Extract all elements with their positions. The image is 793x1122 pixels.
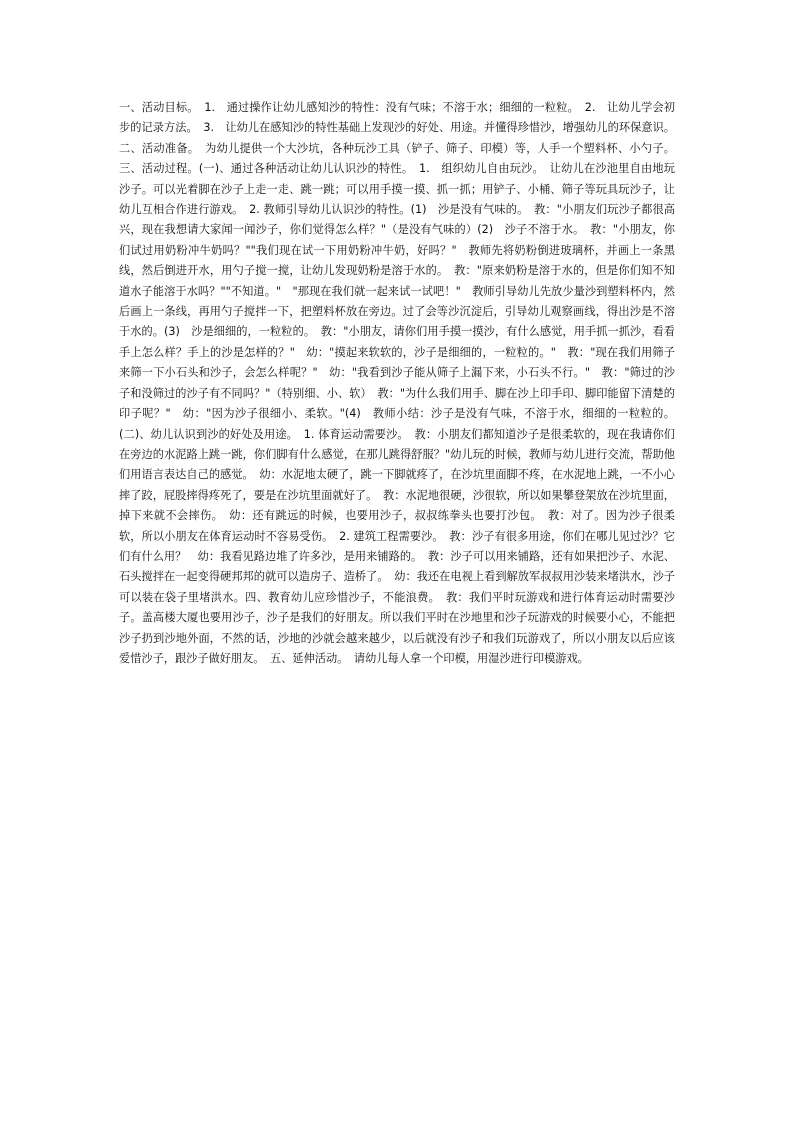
body-paragraph: 一、活动目标。 1. 通过操作让幼儿感知沙的特性：没有气味；不溶于水；细细的一粒粒。 2. 让幼儿学会初步的记录方法。 3. 让幼儿在感知沙的特性基础上发现沙的好处、用途。并懂得珍惜沙，增强幼儿的环保意识。二、活动准备。 为幼儿提供一个大沙坑，各种玩沙工具（铲子、筛子、印模）等，人手一个塑料杯、小勺子。三、活动过程。(一)、通过各种活动让幼儿认识沙的特性。 1. 组织幼儿自由玩沙。 让幼儿在沙池里自由地玩沙子。可以光着脚在沙子上走一走、跳一跳；可以用手摸一摸、抓一抓；用铲子、小桶、筛子等玩具玩沙子，让幼儿互相合作进行游戏。 2. 教师引导幼儿认识沙的特性。(1) 沙是没有气味的。 教："小朋友们玩沙子都很高兴，现在我想请大家闻一闻沙子，你们觉得怎么样？"（是没有气味的）(2) 沙子不溶于水。 教："小朋友，你们试过用奶粉冲牛奶吗？""我们现在试一下用奶粉冲牛奶，好吗？" 教师先将奶粉倒进玻璃杯，并画上一条黑线，然后倒进开水，用勺子搅一搅，让幼儿发现奶粉是溶于水的。 教："原来奶粉是溶于水的，但是你们知不知道水子能溶于水吗？""不知道。" "那现在我们就一起来试一试吧！" 教师引导幼儿先放少量沙到塑料杯内，然后画上一条线，再用勺子搅拌一下，把塑料杯放在旁边。过了会等沙沉淀后，引导幼儿观察画线，得出沙是不溶于水的。(3) 沙是细细的，一粒粒的。 教："小朋友，请你们用手摸一摸沙，有什么感觉，用手抓一抓沙，看看手上怎么样？手上的沙是怎样的？" 幼："摸起来软软的，沙子是细细的，一粒粒的。" 教："现在我们用筛子来筛一下小石头和沙子，会怎么样呢？" 幼："我看到沙子能从筛子上漏下来，小石头不行。" 教："筛过的沙子和没筛过的沙子有不同吗？"（特别细、小、软） 教："为什么我们用手、脚在沙上印手印、脚印能留下清楚的印子呢？" 幼："因为沙子很细小、柔软。"(4) 教师小结：沙子是没有气味，不溶于水，细细的一粒粒的。(二)、幼儿认识到沙的好处及用途。 1. 体育运动需要沙。 教：小朋友们都知道沙子是很柔软的，现在我请你们在旁边的水泥路上跳一跳，你们脚有什么感觉，在那儿跳得舒服？"幼儿玩的时候，教师与幼儿进行交流，帮助他们用语言表达自己的感觉。 幼：水泥地太硬了，跳一下脚就疼了，在沙坑里面脚不疼，在水泥地上跳，一不小心摔了跤，屁股摔得疼死了，要是在沙坑里面就好了。 教：水泥地很硬，沙很软，所以如果攀登架放在沙坑里面，掉下来就不会摔伤。 幼：还有跳远的时候，也要用沙子，叔叔练拳头也要打沙包。 教：对了。因为沙子很柔软，所以小朋友在体育运动时不容易受伤。 2. 建筑工程需要沙。 教：沙子有很多用途，你们在哪儿见过沙？它们有什么用？ 幼：我看见路边堆了许多沙，是用来铺路的。 教：沙子可以用来铺路，还有如果把沙子、水泥、石头搅拌在一起变得硬邦邦的就可以造房子、造桥了。 幼：我还在电视上看到解放军叔叔用沙装来堵洪水，沙子可以装在袋子里堵洪水。四、教育幼儿应珍惜沙子，不能浪费。 教：我们平时玩游戏和进行体育运动时需要沙子。盖高楼大厦也要用沙子，沙子是我们的好朋友。所以我们平时在沙地里和沙子玩游戏的时候要小心，不能把沙子扔到沙地外面，不然的话，沙地的沙就会越来越少，以后就没有沙子和我们玩游戏了，所以小朋友以后应该爱惜沙子，跟沙子做好朋友。 五、延伸活动。 请幼儿每人拿一个印模，用湿沙进行印模游戏。: [119, 101, 675, 665]
document-body: [119, 98, 675, 669]
